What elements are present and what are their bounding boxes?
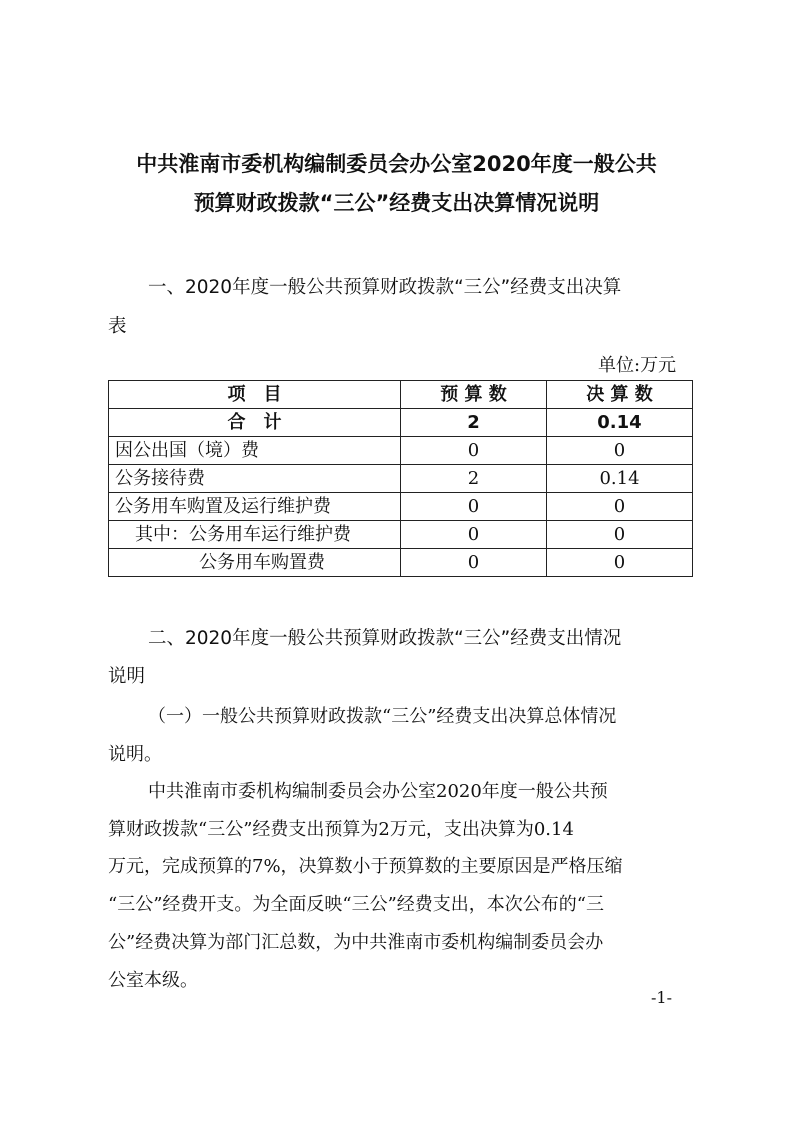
row-budget: 0 <box>401 437 547 465</box>
document-title-line1: 中共淮南市委机构编制委员会办公室2020年度一般公共 <box>136 152 657 176</box>
row-budget: 0 <box>401 493 547 521</box>
paragraph-line: 公”经费决算为部门汇总数，为中共淮南市委机构编制委员会办 <box>108 932 604 953</box>
table-row <box>109 521 693 549</box>
section2-heading-cont: 说明 <box>108 666 146 687</box>
row-budget: 0 <box>401 549 547 577</box>
row-budget: 0 <box>401 521 547 549</box>
row-label: 公务接待费 <box>109 465 401 493</box>
subsection1-heading: （一）一般公共预算财政拨款“三公”经费支出决算总体情况 <box>148 706 617 727</box>
row-actual: 0 <box>547 549 693 577</box>
row-budget: 2 <box>401 465 547 493</box>
table-total-row <box>109 409 693 437</box>
row-actual: 0 <box>547 493 693 521</box>
table-header-row <box>109 381 693 409</box>
row-label: 因公出国（境）费 <box>109 437 401 465</box>
row-actual: 0 <box>547 521 693 549</box>
total-actual: 0.14 <box>547 409 693 437</box>
section1-heading: 一、2020年度一般公共预算财政拨款“三公”经费支出决算 <box>148 277 622 298</box>
row-label: 其中：公务用车运行维护费 <box>109 521 401 549</box>
header-actual: 决 算 数 <box>547 381 693 409</box>
paragraph-line: “三公”经费开支。为全面反映“三公”经费支出，本次公布的“三 <box>108 894 605 915</box>
paragraph-line: 中共淮南市委机构编制委员会办公室2020年度一般公共预 <box>148 781 608 802</box>
table-row <box>109 437 693 465</box>
document-title-line2: 预算财政拨款“三公”经费支出决算情况说明 <box>193 191 600 215</box>
page-number: -1- <box>651 988 672 1007</box>
section1-heading-cont: 表 <box>108 316 127 337</box>
row-actual: 0 <box>547 437 693 465</box>
total-label: 合 计 <box>109 409 401 437</box>
section2-heading: 二、2020年度一般公共预算财政拨款“三公”经费支出情况 <box>148 628 622 649</box>
table-row <box>109 493 693 521</box>
row-label: 公务用车购置及运行维护费 <box>109 493 401 521</box>
subsection1-heading-cont: 说明。 <box>108 744 162 765</box>
table-row <box>109 465 693 493</box>
row-actual: 0.14 <box>547 465 693 493</box>
three-public-expense-table <box>108 380 693 577</box>
header-budget: 预 算 数 <box>401 381 547 409</box>
paragraph-line: 公室本级。 <box>108 970 198 991</box>
table-row <box>109 549 693 577</box>
paragraph-line: 算财政拨款“三公”经费支出预算为2万元，支出决算为0.14 <box>108 819 574 840</box>
header-item: 项 目 <box>109 381 401 409</box>
total-budget: 2 <box>401 409 547 437</box>
paragraph-line: 万元，完成预算的7%，决算数小于预算数的主要原因是严格压缩 <box>108 856 623 877</box>
row-label: 公务用车购置费 <box>109 549 401 577</box>
unit-label: 单位:万元 <box>598 355 677 376</box>
